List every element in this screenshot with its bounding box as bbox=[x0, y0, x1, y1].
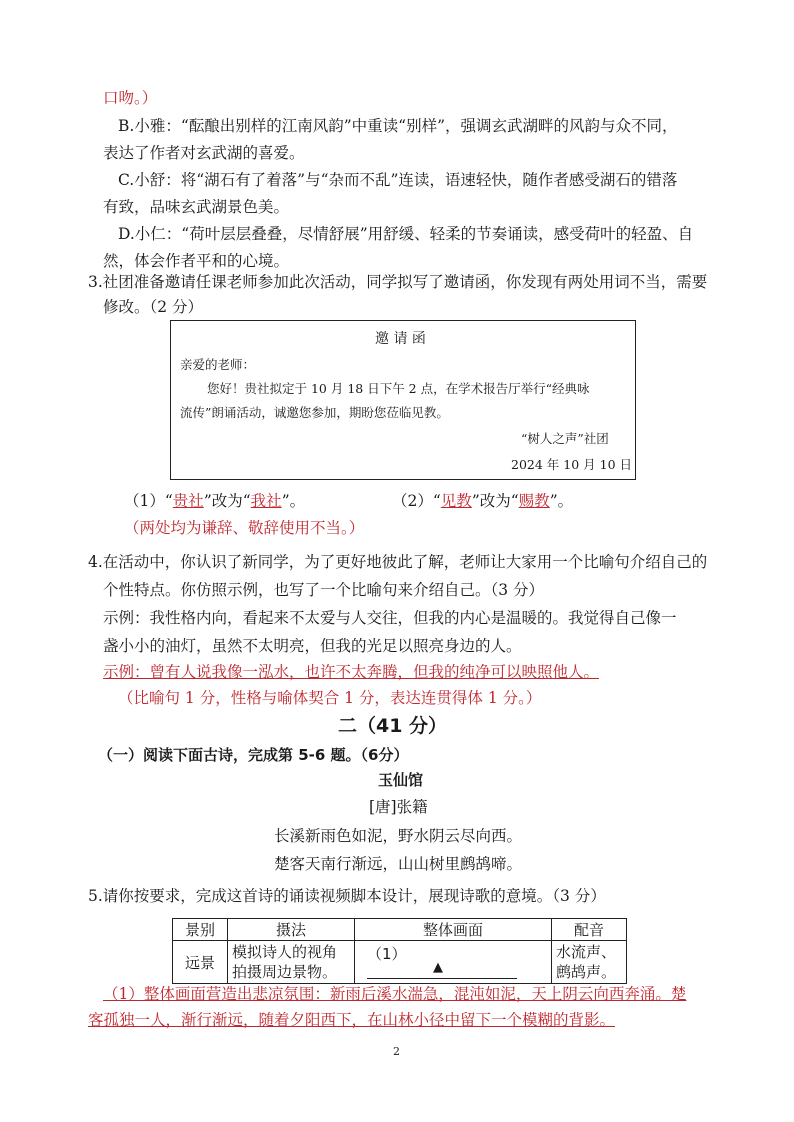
picture-label: （1） bbox=[367, 944, 407, 963]
poem-title: 玉仙馆 bbox=[378, 771, 424, 789]
question-3-line2: 修改。（2 分） bbox=[103, 298, 204, 316]
table-cell-method bbox=[228, 941, 355, 984]
table-cell-scene: 远景 bbox=[173, 941, 228, 984]
answer-3-item2-mid: ”改为“ bbox=[471, 492, 519, 510]
answer-3-item1-mid: ”改为“ bbox=[203, 492, 251, 510]
answer-3-item2-prefix: （2）“ bbox=[392, 492, 441, 510]
answer-4: 示例：曾有人说我像一泓水，也许不太奔腾，但我的纯净可以映照他人。 bbox=[103, 663, 600, 681]
question-4-line2: 个性特点。你仿照示例，也写了一个比喻句来介绍自己。（3 分） bbox=[103, 581, 545, 599]
answer-3-item2 bbox=[392, 491, 573, 511]
letter-body-line2: 流传”朗诵活动，诚邀您参加，期盼您莅临见教。 bbox=[180, 405, 449, 420]
letter-title: 邀 请 函 bbox=[375, 331, 426, 347]
table-cell-sound bbox=[552, 941, 627, 984]
poem-line2: 楚客天南行渐远，山山树里鹧鸪啼。 bbox=[274, 855, 523, 873]
option-d-line1: D.小仁：“荷叶层层叠叠，尽情舒展”用舒缓、轻柔的节奏诵读，感受荷叶的轻盈、自 bbox=[118, 225, 694, 243]
option-d-line2: 然，体会作者平和的心境。 bbox=[103, 252, 290, 270]
answer-3-note: （两处均为谦辞、敬辞使用不当。） bbox=[124, 519, 365, 537]
answer-3-item2-correction: 赐教 bbox=[518, 492, 550, 510]
option-c-line2: 有致，品味玄武湖景色美。 bbox=[103, 198, 290, 216]
continued-text: 口吻。） bbox=[103, 89, 158, 107]
answer-blank-line bbox=[367, 959, 517, 979]
table-header-cell: 配音 bbox=[552, 919, 627, 941]
option-c-line1: C.小舒：将“湖石有了着落”与“杂而不乱”连读，语速轻快，随作者感受湖石的错落 bbox=[118, 171, 678, 189]
question-5-line1: 5.请你按要求，完成这首诗的诵读视频脚本设计，展现诗歌的意境。（3 分） bbox=[88, 887, 606, 905]
table-row bbox=[173, 941, 627, 984]
question-4-example-line2: 盏小小的油灯，虽然不太明亮，但我的光足以照亮身边的人。 bbox=[103, 637, 522, 655]
script-table bbox=[172, 918, 627, 984]
table-header-cell: 整体画面 bbox=[355, 919, 552, 941]
section-2-heading: 二（41 分） bbox=[338, 715, 448, 737]
poem-line1: 长溪新雨色如泥，野水阴云尽向西。 bbox=[274, 827, 523, 845]
answer-4-scoring: （比喻句 1 分，性格与喻体契合 1 分，表达连贯得体 1 分。） bbox=[118, 689, 542, 707]
table-header-row bbox=[173, 919, 627, 941]
answer-3-item1-original: 贵社 bbox=[172, 492, 204, 510]
poem-author: [唐]张籍 bbox=[369, 798, 428, 816]
option-b-line1: B.小雅：“酝酿出别样的江南风韵”中重读“别样”，强调玄武湖畔的风韵与众不同， bbox=[118, 117, 678, 135]
table-header-cell: 摄法 bbox=[228, 919, 355, 941]
letter-date: 2024 年 10 月 10 日 bbox=[511, 457, 632, 472]
table-cell-sound-line1: 水流声、 bbox=[556, 943, 617, 961]
answer-5-line2: 客孤独一人，渐行渐远，随着夕阳西下，在山林小径中留下一个模糊的背影。 bbox=[88, 1011, 616, 1029]
answer-5-line1: （1）整体画面营造出悲凉氛围：新雨后溪水湍急，混沌如泥，天上阴云向西奔涌。楚 bbox=[103, 985, 687, 1003]
answer-3-item1 bbox=[124, 491, 305, 511]
invitation-letter-box bbox=[170, 320, 636, 480]
answer-3-item1-prefix: （1）“ bbox=[124, 492, 173, 510]
table-cell-picture bbox=[355, 941, 552, 984]
question-3-line1: 3.社团准备邀请任课老师参加此次活动，同学拟写了邀请函，你发现有两处用词不当，需要 bbox=[88, 273, 708, 291]
question-4-line1: 4.在活动中，你认识了新同学，为了更好地彼此了解，老师让大家用一个比喻句介绍自己的 bbox=[88, 553, 708, 571]
table-cell-sound-line2: 鹧鸪声。 bbox=[556, 963, 617, 981]
question-4-example-line1: 示例：我性格内向，看起来不太爱与人交往，但我的内心是温暖的。我觉得自己像一 bbox=[103, 609, 677, 627]
section-2-subheading: （一）阅读下面古诗，完成第 5-6 题。（6分） bbox=[98, 746, 409, 764]
triangle-marker-icon: ▲ bbox=[433, 959, 443, 975]
answer-3-item2-end: ”。 bbox=[549, 492, 574, 510]
answer-3-item2-original: 见教 bbox=[440, 492, 472, 510]
answer-3-item1-correction: 我社 bbox=[250, 492, 282, 510]
letter-body-line1: 您好！贵社拟定于 10 月 18 日下午 2 点，在学术报告厅举行“经典咏 bbox=[207, 381, 590, 396]
table-cell-method-line1: 模拟诗人的视角 bbox=[232, 943, 338, 961]
answer-3-item1-end: ”。 bbox=[281, 492, 306, 510]
page-number: 2 bbox=[393, 1045, 400, 1058]
letter-greeting: 亲爱的老师： bbox=[180, 357, 256, 372]
option-b-line2: 表达了作者对玄武湖的喜爱。 bbox=[103, 144, 305, 162]
table-cell-method-line2: 拍摄周边景物。 bbox=[232, 963, 338, 981]
letter-signature: “树人之声”社团 bbox=[521, 431, 609, 446]
table-header-cell: 景别 bbox=[173, 919, 228, 941]
